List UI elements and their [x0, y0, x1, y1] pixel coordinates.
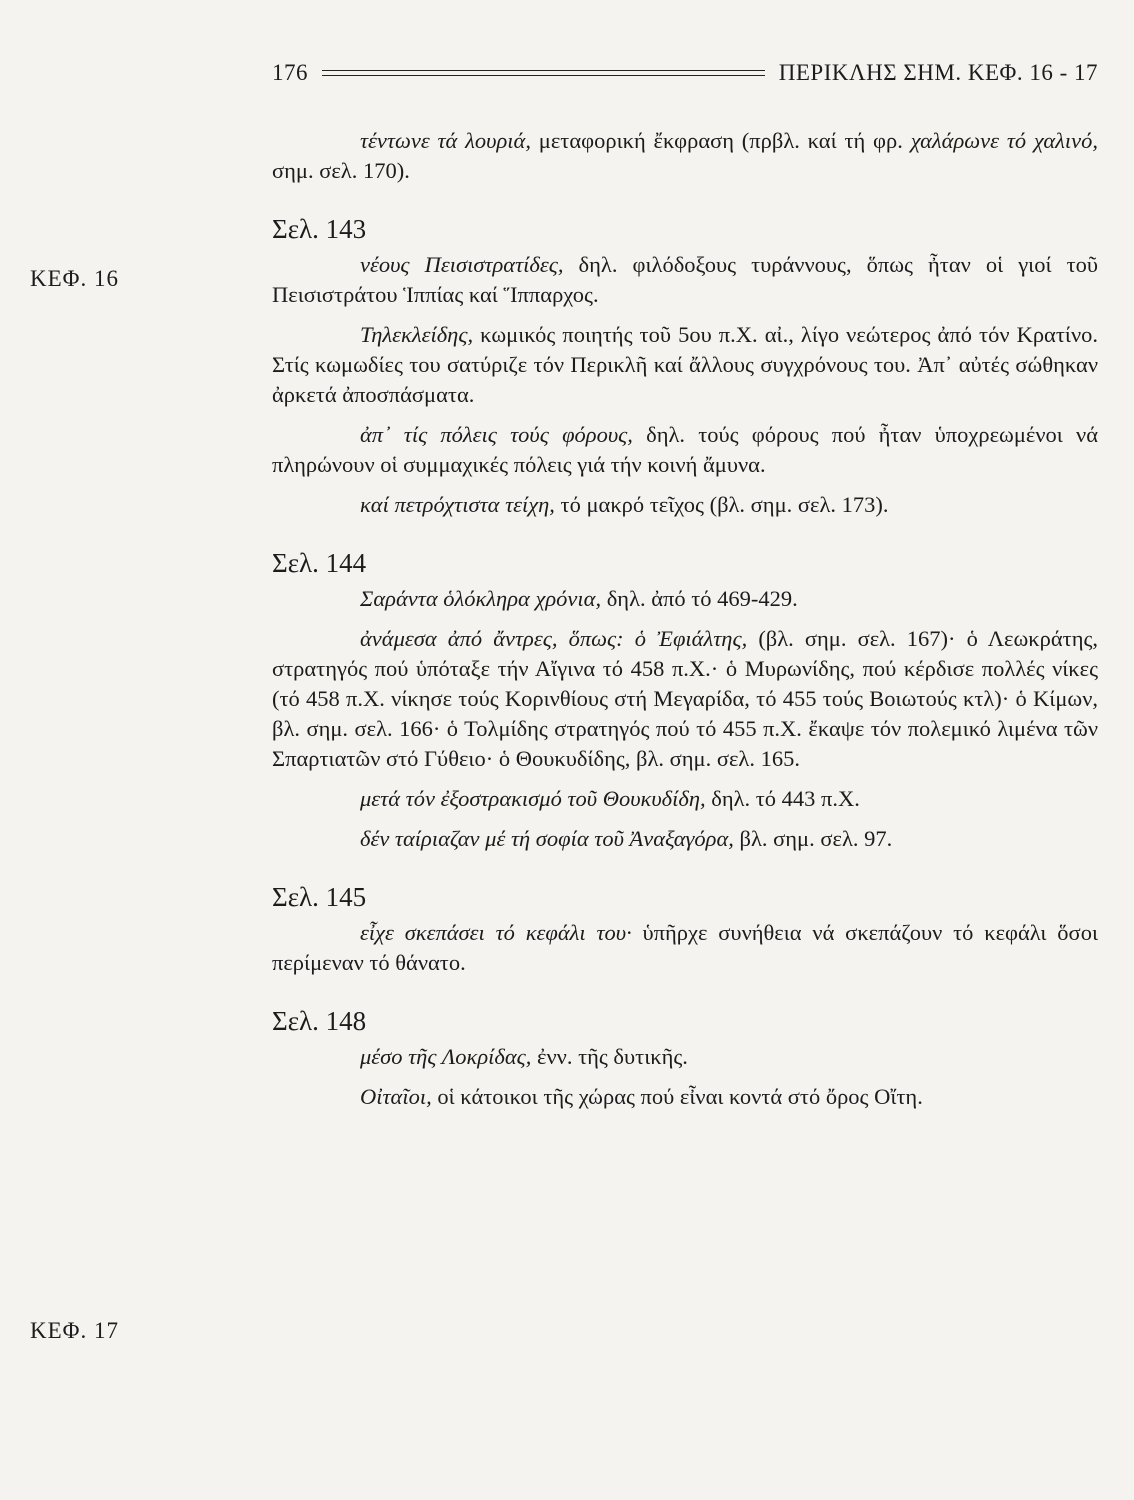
section-heading: Σελ. 148: [272, 1006, 367, 1036]
note-text: τό μακρό τεῖχος (βλ. σημ. σελ. 173).: [554, 492, 889, 517]
note-text: κωμικός ποιητής τοῦ 5ου π.Χ. αἰ., λίγο νεώτερος ἀπό τόν Κρατίνο. Στίς κωμωδίες του σατύριζε τόν Περικλῆ καί ἄλλους συγχρόνους του. Ἀπ᾽ αὐτές σώθηκαν ἀρκετά ἀποσπάσματα.: [272, 322, 1098, 407]
margin-chapter-17: ΚΕΦ. 17: [30, 1318, 119, 1343]
note-term: μετά τόν ἐξοστρακισμό τοῦ Θουκυδίδη,: [360, 786, 706, 811]
note-term: Σαράντα ὁλόκληρα χρόνια,: [360, 586, 602, 611]
note-term: Τηλεκλείδης,: [360, 322, 474, 347]
note-term: νέους Πεισιστρατίδες,: [360, 252, 564, 277]
margin-chapter-16: ΚΕΦ. 16: [30, 266, 119, 291]
note: [272, 1082, 1098, 1112]
header-rule: [322, 70, 765, 76]
note: [272, 320, 1098, 410]
note-text: δηλ. τούς φόρους πού ἦταν ὑποχρεωμένοι νά πληρώνουν οἱ συμμαχικές πόλεις γιά τήν κοινή ἄμυνα.: [272, 422, 1098, 477]
note-text: (βλ. σημ. σελ. 167)· ὁ Λεωκράτης, στρατηγός πού ὑπόταξε τήν Αἴγινα τό 458 π.Χ.· ὁ Μυρωνίδης, πού κέρδισε πολλές νίκες (τό 458 π.Χ. νίκησε τούς Κορινθίους στή Μεγαρίδα, τό 455 τούς Βοιωτούς κτλ)· ὁ Κίμων, βλ. σημ. σελ. 166· ὁ Τολμίδης στρατηγός πού τό 455 π.Χ. ἔκαψε τόν πολεμικό λιμένα τῶν Σπαρτιατῶν στό Γύθειο· ὁ Θουκυδίδης, βλ. σημ. σελ. 165.: [272, 626, 1098, 771]
section-heading: Σελ. 143: [272, 214, 367, 244]
note-term: καί πετρόχτιστα τείχη,: [360, 492, 555, 517]
note: [272, 420, 1098, 480]
note-text: σημ. σελ. 170).: [272, 158, 410, 183]
note-term: Οἰταῖοι,: [360, 1084, 432, 1109]
note: [272, 918, 1098, 978]
section-heading: Σελ. 145: [272, 882, 367, 912]
note-text: ὑπῆρχε συνήθεια νά σκεπάζουν τό κεφάλι ὅσοι περίμεναν τό θάνατο.: [272, 920, 1098, 975]
section-heading: Σελ. 144: [272, 548, 367, 578]
note-text: οἱ κάτοικοι τῆς χώρας πού εἶναι κοντά στό ὄρος Οἴτη.: [431, 1084, 923, 1109]
note-term: ἀνάμεσα ἀπό ἄντρες, ὅπως: ὁ Ἐφιάλτης,: [360, 626, 748, 651]
note-term: χαλάρωνε τό χαλινό,: [910, 128, 1099, 153]
note-term: εἶχε σκεπάσει τό κεφάλι του·: [360, 920, 632, 945]
note-text: μεταφορική ἔκφραση (πρβλ. καί τή φρ.: [530, 128, 911, 153]
notes-body: [272, 126, 1098, 1122]
note-term: ἀπ᾽ τίς πόλεις τούς φόρους,: [360, 422, 633, 447]
note: [272, 584, 1098, 614]
intro-note: [272, 126, 1098, 186]
note-text: δηλ. τό 443 π.Χ.: [705, 786, 860, 811]
note: [272, 624, 1098, 774]
running-header: [272, 58, 1098, 88]
note-text: βλ. σημ. σελ. 97.: [733, 826, 893, 851]
running-title: ΠΕΡΙΚΛΗΣ ΣΗΜ. ΚΕΦ. 16 - 17: [778, 60, 1098, 85]
note-text: δηλ. ἀπό τό 469-429.: [601, 586, 798, 611]
note-term: τέντωνε τά λουριά,: [360, 128, 531, 153]
note-text: δηλ. φιλόδοξους τυράννους, ὅπως ἦταν οἱ γιοί τοῦ Πεισιστράτου Ἱππίας καί Ἵππαρχος.: [272, 252, 1098, 307]
page-number: 176: [272, 60, 308, 85]
note: [272, 250, 1098, 310]
note: [272, 784, 1098, 814]
note-term: δέν ταίριαζαν μέ τή σοφία τοῦ Ἀναξαγόρα,: [360, 826, 734, 851]
note: [272, 1042, 1098, 1072]
note: [272, 490, 1098, 520]
note-term: μέσο τῆς Λοκρίδας,: [360, 1044, 532, 1069]
note: [272, 824, 1098, 854]
note-text: ἐνν. τῆς δυτικῆς.: [531, 1044, 688, 1069]
